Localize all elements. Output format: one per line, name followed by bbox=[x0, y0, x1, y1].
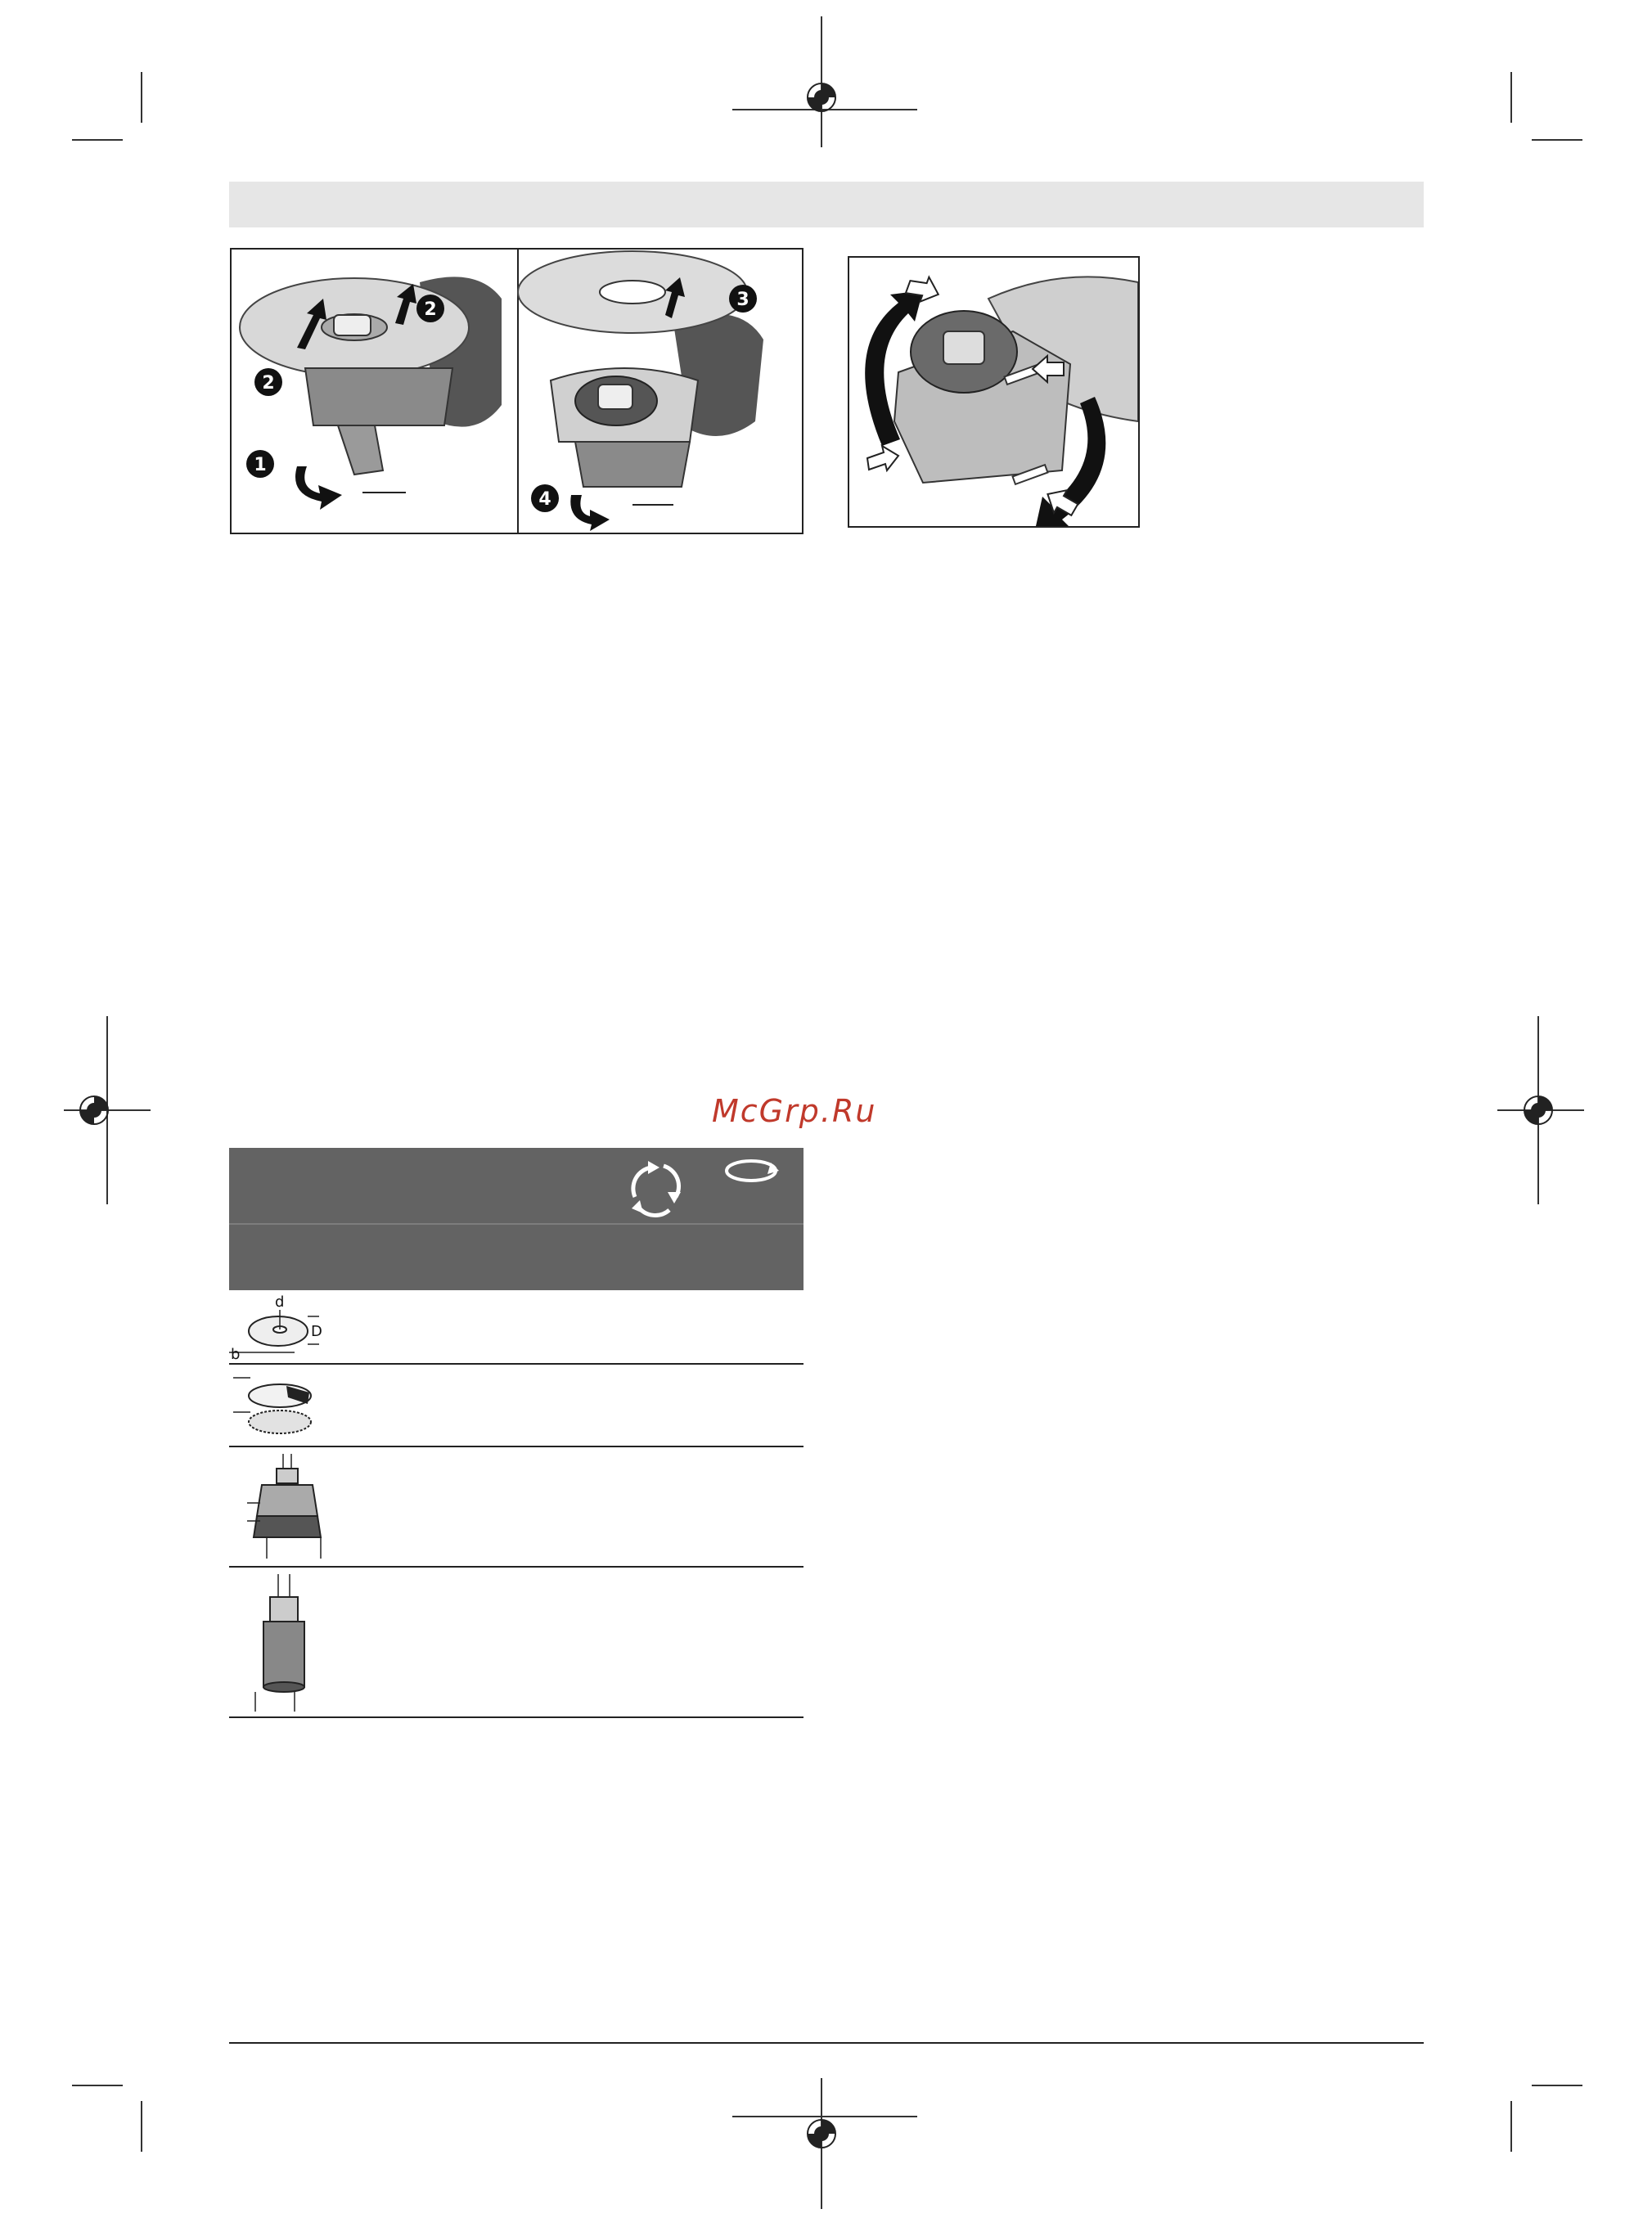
watermark-text: McGrp.Ru bbox=[712, 1093, 877, 1129]
crop-mark bbox=[141, 72, 142, 123]
registration-mark-icon bbox=[797, 73, 846, 122]
crop-mark bbox=[141, 2101, 142, 2152]
svg-text:2: 2 bbox=[262, 373, 275, 394]
accessory-table bbox=[229, 1148, 803, 1718]
registration-mark-icon bbox=[1514, 1086, 1563, 1135]
dimension-label-D: D bbox=[311, 1323, 322, 1340]
footer-rule bbox=[229, 2042, 1424, 2044]
svg-text:1: 1 bbox=[254, 455, 267, 475]
page-header-bar bbox=[229, 182, 1424, 227]
crop-mark bbox=[72, 2085, 123, 2086]
step-marker-2 bbox=[254, 368, 282, 396]
crop-mark bbox=[1532, 2085, 1582, 2086]
cup-brush-icon bbox=[229, 1452, 335, 1563]
table-row bbox=[229, 1290, 803, 1365]
figure-disc-removal bbox=[230, 248, 803, 534]
table-header-row bbox=[229, 1148, 803, 1223]
flap-disc-icon bbox=[229, 1371, 327, 1443]
crop-mark bbox=[1510, 2101, 1512, 2152]
step-marker-2b bbox=[416, 295, 444, 322]
svg-text:3: 3 bbox=[736, 290, 749, 310]
svg-text:2: 2 bbox=[424, 299, 437, 320]
table-row bbox=[229, 1365, 803, 1447]
core-drill-icon bbox=[229, 1572, 335, 1713]
step-marker-4 bbox=[531, 484, 559, 512]
dimension-label-d: d bbox=[275, 1293, 285, 1311]
registration-mark-icon bbox=[70, 1086, 119, 1135]
table-row bbox=[229, 1447, 803, 1568]
spindle-thread-icon bbox=[720, 1151, 785, 1192]
registration-mark-icon bbox=[797, 2109, 846, 2158]
table-subheader-row bbox=[229, 1223, 803, 1290]
step-marker-3 bbox=[729, 285, 757, 313]
dimension-label-b: b bbox=[231, 1346, 241, 1361]
svg-text:4: 4 bbox=[538, 489, 551, 510]
step-marker-1 bbox=[246, 450, 274, 478]
figure-gear-head-rotation bbox=[848, 256, 1140, 528]
crop-mark bbox=[1532, 139, 1582, 141]
crop-mark bbox=[1510, 72, 1512, 123]
rotation-arrows-icon bbox=[619, 1156, 692, 1221]
table-row bbox=[229, 1568, 803, 1718]
grinding-disc-icon bbox=[229, 1293, 327, 1361]
crop-mark bbox=[72, 139, 123, 141]
